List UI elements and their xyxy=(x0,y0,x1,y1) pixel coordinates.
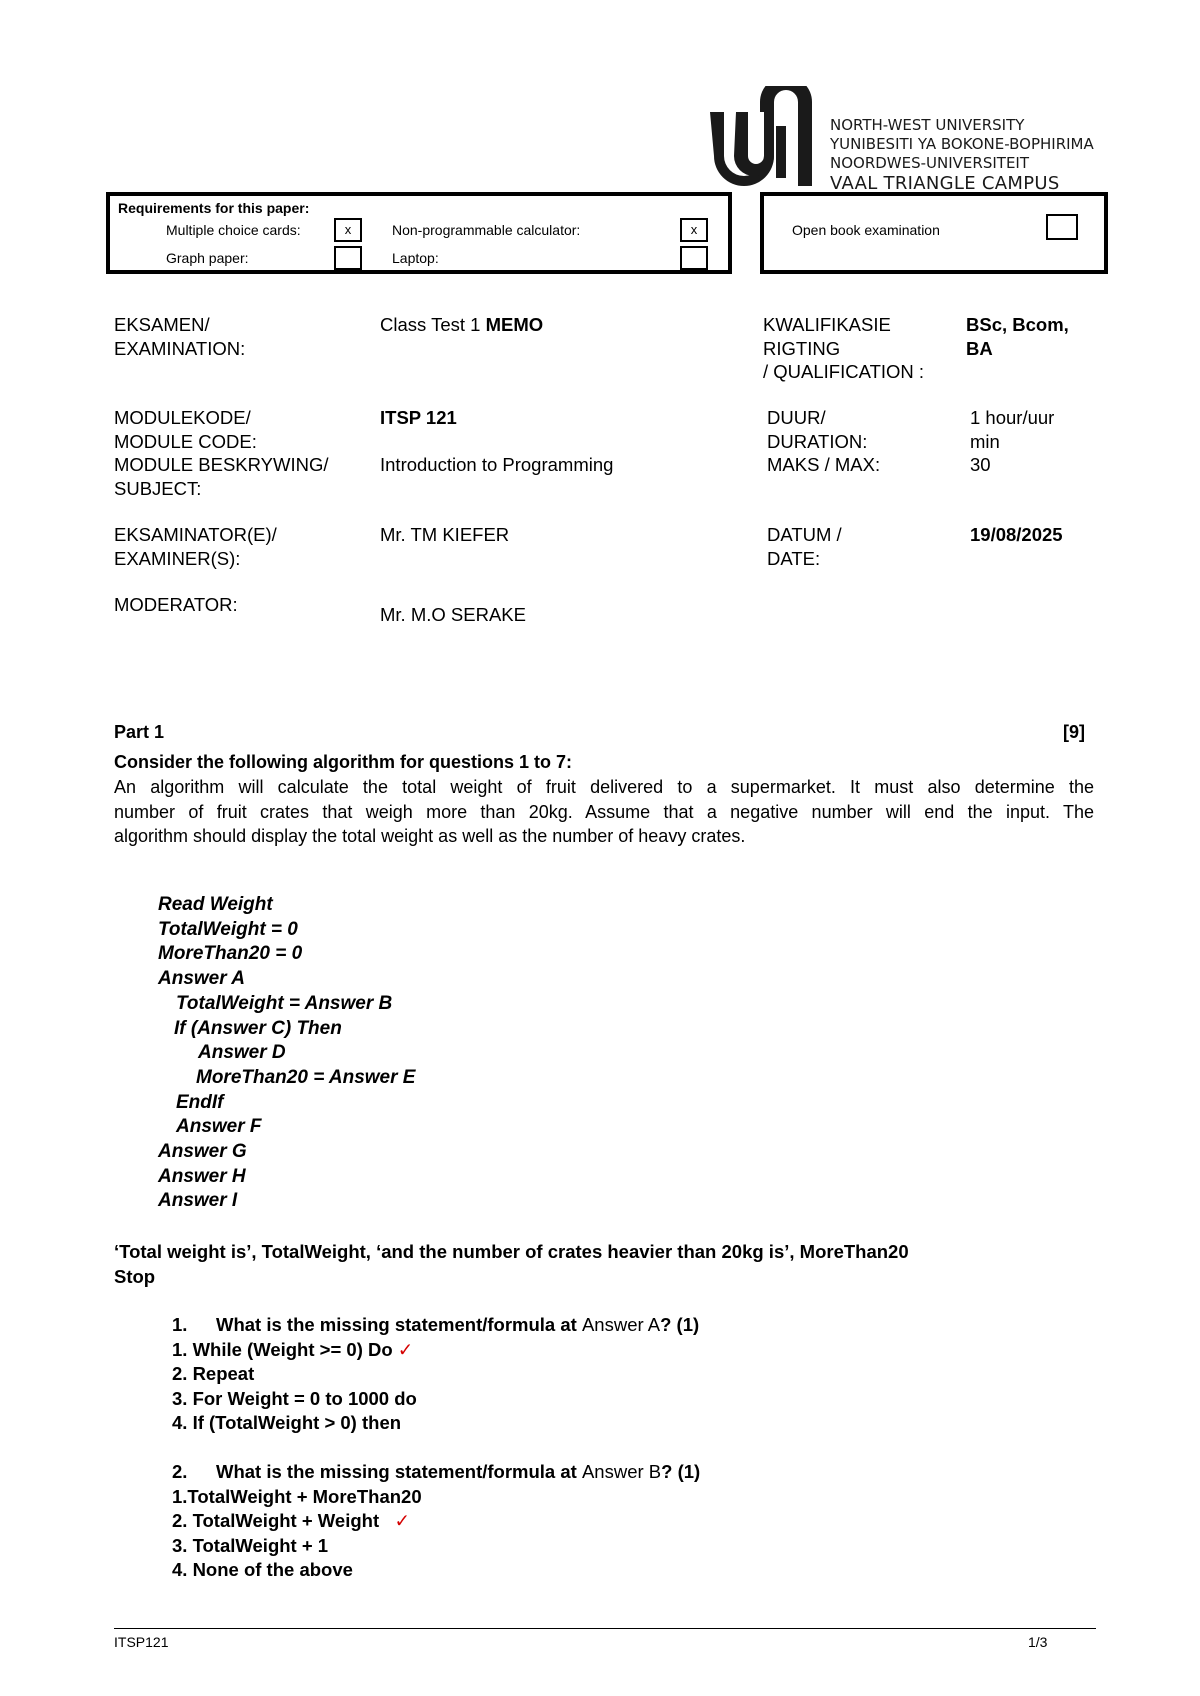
stop-statement: Stop xyxy=(114,1266,156,1287)
duration-label-en: DURATION: xyxy=(767,430,868,452)
question-1-answer-ref: Answer A xyxy=(581,1314,661,1335)
problem-line-3: algorithm should display the total weight as well as the number of heavy crates. xyxy=(114,826,746,846)
algorithm-line: TotalWeight = Answer B xyxy=(176,992,393,1014)
question-2-option-1: 1.TotalWeight + MoreThan20 xyxy=(172,1485,422,1507)
question-2-number: 2. xyxy=(172,1461,188,1482)
graph-paper-label: Graph paper: xyxy=(166,250,249,266)
subject-label xyxy=(114,453,329,500)
university-line-3: NOORDWES-UNIVERSITEIT xyxy=(830,154,1030,172)
open-book-box xyxy=(760,192,1108,274)
university-line-2: YUNIBESITI YA BOKONE-BOPHIRIMA xyxy=(830,135,1094,153)
module-code-label xyxy=(114,406,257,453)
question-2-marks: ? (1) xyxy=(661,1461,701,1482)
max-value: 30 xyxy=(970,454,991,475)
calculator-checkbox[interactable]: x xyxy=(680,218,708,242)
subject-value: Introduction to Programming xyxy=(380,454,614,475)
duration-label xyxy=(767,406,867,453)
question-1-title xyxy=(172,1313,699,1338)
module-code-label-en: MODULE CODE: xyxy=(114,430,257,452)
algorithm-line: Answer A xyxy=(158,968,245,990)
qualification-label xyxy=(763,313,924,384)
question-1-marks: ? (1) xyxy=(660,1314,700,1335)
question-2-title xyxy=(172,1460,700,1485)
university-line-1: NORTH-WEST UNIVERSITY xyxy=(830,116,1025,134)
open-book-label: Open book examination xyxy=(792,222,940,238)
footer-module-code: ITSP121 xyxy=(114,1634,169,1650)
open-book-checkbox[interactable] xyxy=(1046,214,1078,240)
exam-label-en: EXAMINATION: xyxy=(114,337,246,359)
requirements-box xyxy=(106,192,732,274)
algorithm-line: Answer F xyxy=(176,1116,262,1138)
question-1-text: What is the missing statement/formula at xyxy=(216,1314,582,1335)
examiner-label-af: EKSAMINATOR(E)/ xyxy=(114,524,277,545)
footer-page-number: 1/3 xyxy=(1028,1634,1048,1650)
option-text: 1. While (Weight >= 0) Do xyxy=(172,1338,393,1360)
graph-paper-checkbox[interactable] xyxy=(334,246,362,270)
qualification-label-2: RIGTING xyxy=(763,337,841,359)
date-label-en: DATE: xyxy=(767,547,821,569)
question-1-option-4: 4. If (TotalWeight > 0) then xyxy=(172,1412,402,1433)
correct-tick-icon: ✓ xyxy=(397,1338,414,1360)
qualification-value xyxy=(966,313,1069,360)
examiner-value: Mr. TM KIEFER xyxy=(380,524,510,545)
problem-line-1: An algorithm will calculate the total weight of fruit delivered to a supermarket. It must also determine the xyxy=(114,777,1094,797)
examiner-label xyxy=(114,523,277,570)
moderator-value: Mr. M.O SERAKE xyxy=(380,604,526,625)
question-2-text: What is the missing statement/formula at xyxy=(216,1461,582,1482)
subject-label-en: SUBJECT: xyxy=(114,477,202,499)
question-1 xyxy=(172,1313,699,1436)
subject-label-af: MODULE BESKRYWING/ xyxy=(114,454,329,475)
problem-description xyxy=(114,775,1094,849)
display-statement: ‘Total weight is’, TotalWeight, ‘and the number of crates heavier than 20kg is’, MoreThan20 xyxy=(114,1241,909,1262)
exam-value-text: Class Test 1 xyxy=(380,314,486,335)
qualification-label-3: / QUALIFICATION : xyxy=(763,361,925,382)
exam-label xyxy=(114,313,245,360)
duration-value-1: 1 hour/uur xyxy=(970,407,1055,428)
duration-value xyxy=(970,406,1054,453)
duration-label-af: DUUR/ xyxy=(767,407,826,428)
algorithm-line: EndIf xyxy=(176,1091,224,1113)
question-2-option-2 xyxy=(172,1509,700,1534)
problem-line-2: number of fruit crates that weigh more than 20kg. Assume that a negative number will end the input. The xyxy=(114,801,1094,822)
module-code-value: ITSP 121 xyxy=(380,407,457,428)
question-2-option-3: 3. TotalWeight + 1 xyxy=(172,1534,329,1556)
nwu-logo xyxy=(706,86,818,196)
question-1-option-1 xyxy=(172,1338,699,1363)
footer-divider xyxy=(114,1628,1096,1629)
question-2-option-4: 4. None of the above xyxy=(172,1559,353,1580)
question-1-number: 1. xyxy=(172,1314,188,1335)
algorithm-line: MoreThan20 = Answer E xyxy=(196,1066,416,1088)
algorithm-line: TotalWeight = 0 xyxy=(158,918,298,940)
mc-cards-label: Multiple choice cards: xyxy=(166,222,301,238)
question-1-option-2: 2. Repeat xyxy=(172,1363,255,1384)
correct-tick-icon: ✓ xyxy=(394,1510,411,1531)
examiner-label-en: EXAMINER(S): xyxy=(114,547,241,569)
option-text: 2. TotalWeight + Weight xyxy=(172,1510,380,1531)
qualification-value-1: BSc, Bcom, xyxy=(966,314,1069,335)
requirements-title: Requirements for this paper: xyxy=(118,200,310,216)
date-label-af: DATUM / xyxy=(767,524,842,545)
duration-value-2: min xyxy=(970,430,1000,452)
algorithm-line: Answer H xyxy=(158,1165,246,1187)
moderator-label: MODERATOR: xyxy=(114,594,238,615)
laptop-label: Laptop: xyxy=(392,250,439,266)
module-code-label-af: MODULEKODE/ xyxy=(114,407,251,428)
algorithm-line: Answer I xyxy=(158,1190,238,1212)
algorithm-line: Read Weight xyxy=(158,894,273,915)
algorithm-line: Answer D xyxy=(198,1042,286,1064)
algorithm-line: MoreThan20 = 0 xyxy=(158,943,303,965)
date-label xyxy=(767,523,842,570)
algorithm-line: If (Answer C) Then xyxy=(174,1017,342,1039)
calculator-label: Non-programmable calculator: xyxy=(392,222,581,238)
exam-value xyxy=(380,313,543,337)
part-marks: [9] xyxy=(1063,722,1085,742)
qualification-label-1: KWALIFIKASIE xyxy=(763,314,891,335)
exam-value-memo: MEMO xyxy=(485,314,544,335)
part-title: Part 1 xyxy=(114,722,165,742)
algorithm-heading: Consider the following algorithm for questions 1 to 7: xyxy=(114,752,573,772)
qualification-value-2: BA xyxy=(966,337,993,359)
exam-label-af: EKSAMEN/ xyxy=(114,314,210,335)
algorithm-block xyxy=(158,893,415,1214)
laptop-checkbox[interactable] xyxy=(680,246,708,270)
max-label: MAKS / MAX: xyxy=(767,454,881,475)
question-2 xyxy=(172,1460,700,1583)
date-value: 19/08/2025 xyxy=(970,524,1063,545)
question-1-option-3: 3. For Weight = 0 to 1000 do xyxy=(172,1387,417,1409)
mc-cards-checkbox[interactable]: x xyxy=(334,218,362,242)
campus-name: VAAL TRIANGLE CAMPUS xyxy=(830,173,1060,194)
algorithm-line: Answer G xyxy=(158,1141,247,1163)
question-2-answer-ref: Answer B xyxy=(581,1461,662,1482)
university-name xyxy=(830,116,1094,195)
